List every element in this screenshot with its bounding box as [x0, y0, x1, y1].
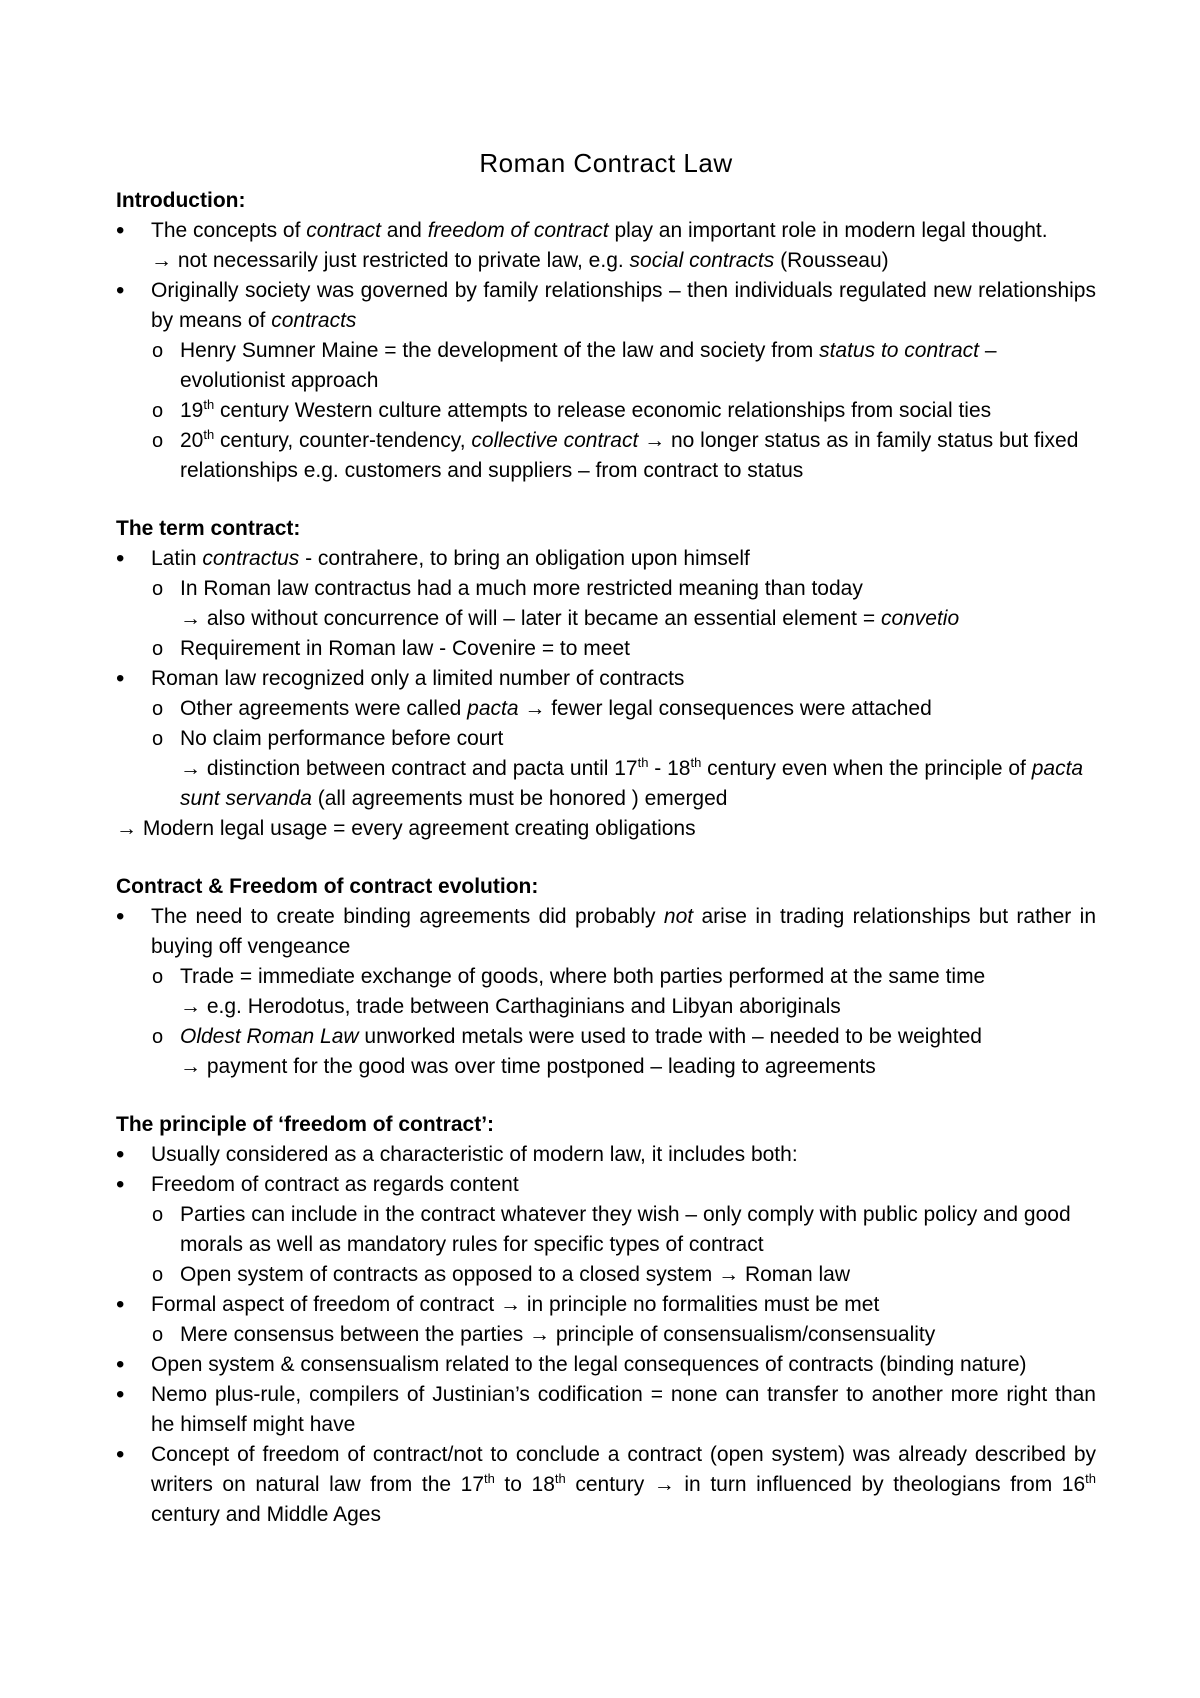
arrow-icon: →: [180, 1055, 201, 1078]
arrow-icon: →: [180, 607, 201, 630]
arrow-note: → also without concurrence of will – later it became an essential element = convetio: [116, 604, 1096, 634]
section-principle: [116, 1110, 1096, 1530]
arrow-note: → payment for the good was over time postponed – leading to agreements: [116, 1052, 1096, 1082]
sub-bullet-item: o Henry Sumner Maine = the development of the law and society from status to contract – evolutionist approach: [116, 336, 1096, 396]
document-page: [116, 146, 1096, 1558]
arrow-icon: →: [180, 995, 201, 1018]
section-heading: The term contract:: [116, 517, 301, 540]
section-heading: Contract & Freedom of contract evolution:: [116, 875, 539, 898]
sub-bullet-item: o 20th century, counter-tendency, collective contract → no longer status as in family status but fixed relationships e.g. customers and suppliers – from contract to status: [116, 426, 1096, 486]
sub-bullet-item: o Other agreements were called pacta → fewer legal consequences were attached: [116, 694, 1096, 724]
sub-bullet-item: o Open system of contracts as opposed to a closed system → Roman law: [116, 1260, 1096, 1290]
sub-bullet-item: o Oldest Roman Law unworked metals were used to trade with – needed to be weighted: [116, 1022, 1096, 1052]
arrow-note: → distinction between contract and pacta until 17th - 18th century even when the principle of pacta sunt servanda (all agreements must be honored ) emerged: [180, 755, 1084, 810]
arrow-icon: →: [524, 697, 546, 720]
arrow-note: → e.g. Herodotus, trade between Carthaginians and Libyan aboriginals: [116, 992, 1096, 1022]
bullet-item: • Formal aspect of freedom of contract → in principle no formalities must be met: [116, 1290, 1096, 1320]
document-title: Roman Contract Law: [479, 148, 733, 178]
section-term-contract: [116, 514, 1096, 844]
sub-bullet-item: o In Roman law contractus had a much more restricted meaning than today: [116, 574, 1096, 604]
sub-bullet-item: o No claim performance before court: [116, 724, 1096, 754]
sub-bullet-item: o 19th century Western culture attempts to release economic relationships from social ties: [116, 396, 1096, 426]
sub-bullet-item: o Requirement in Roman law - Covenire = to meet: [116, 634, 1096, 664]
arrow-icon: →: [116, 817, 137, 840]
bullet-item: • The need to create binding agreements did probably not arise in trading relationships but rather in buying off vengeance: [116, 902, 1096, 962]
bullet-item: • Latin contractus - contrahere, to bring an obligation upon himself: [116, 544, 1096, 574]
arrow-icon: →: [644, 429, 666, 452]
section-heading: Introduction:: [116, 189, 246, 212]
sub-bullet-item: o Mere consensus between the parties → principle of consensualism/consensuality: [116, 1320, 1096, 1350]
bullet-item: • Usually considered as a characteristic of modern law, it includes both:: [116, 1140, 1096, 1170]
section-evolution: [116, 872, 1096, 1082]
section-introduction: [116, 186, 1096, 486]
arrow-icon: →: [718, 1263, 740, 1286]
sub-bullet-item: o Trade = immediate exchange of goods, where both parties performed at the same time: [116, 962, 1096, 992]
arrow-icon: →: [499, 1293, 521, 1316]
arrow-icon: →: [180, 757, 201, 780]
bullet-item: • Nemo plus-rule, compilers of Justinian’s codification = none can transfer to another more right than he himself might have: [116, 1380, 1096, 1440]
section-heading: The principle of ‘freedom of contract’:: [116, 1113, 495, 1136]
arrow-icon: →: [653, 1473, 675, 1496]
bullet-item: • Open system & consensualism related to the legal consequences of contracts (binding nature): [116, 1350, 1096, 1380]
arrow-icon: →: [151, 249, 172, 272]
bullet-item: • Concept of freedom of contract/not to conclude a contract (open system) was already described by writers on natural law from the 17th to 18th century → in turn influenced by theologians from 16th century and Middle Ages: [116, 1440, 1096, 1530]
bullet-item: • Originally society was governed by family relationships – then individuals regulated new relationships by means of contracts: [116, 276, 1096, 336]
bullet-item: • Roman law recognized only a limited number of contracts: [116, 664, 1096, 694]
arrow-note: → not necessarily just restricted to private law, e.g. social contracts (Rousseau): [116, 246, 1096, 276]
bullet-item: • The concepts of contract and freedom of contract play an important role in modern legal thought.: [116, 216, 1096, 246]
bullet-item: • Freedom of contract as regards content: [116, 1170, 1096, 1200]
sub-bullet-item: o Parties can include in the contract whatever they wish – only comply with public policy and good morals as well as mandatory rules for specific types of contract: [116, 1200, 1096, 1260]
arrow-icon: →: [529, 1323, 551, 1346]
conclusion-note: → Modern legal usage = every agreement creating obligations: [116, 814, 1096, 844]
